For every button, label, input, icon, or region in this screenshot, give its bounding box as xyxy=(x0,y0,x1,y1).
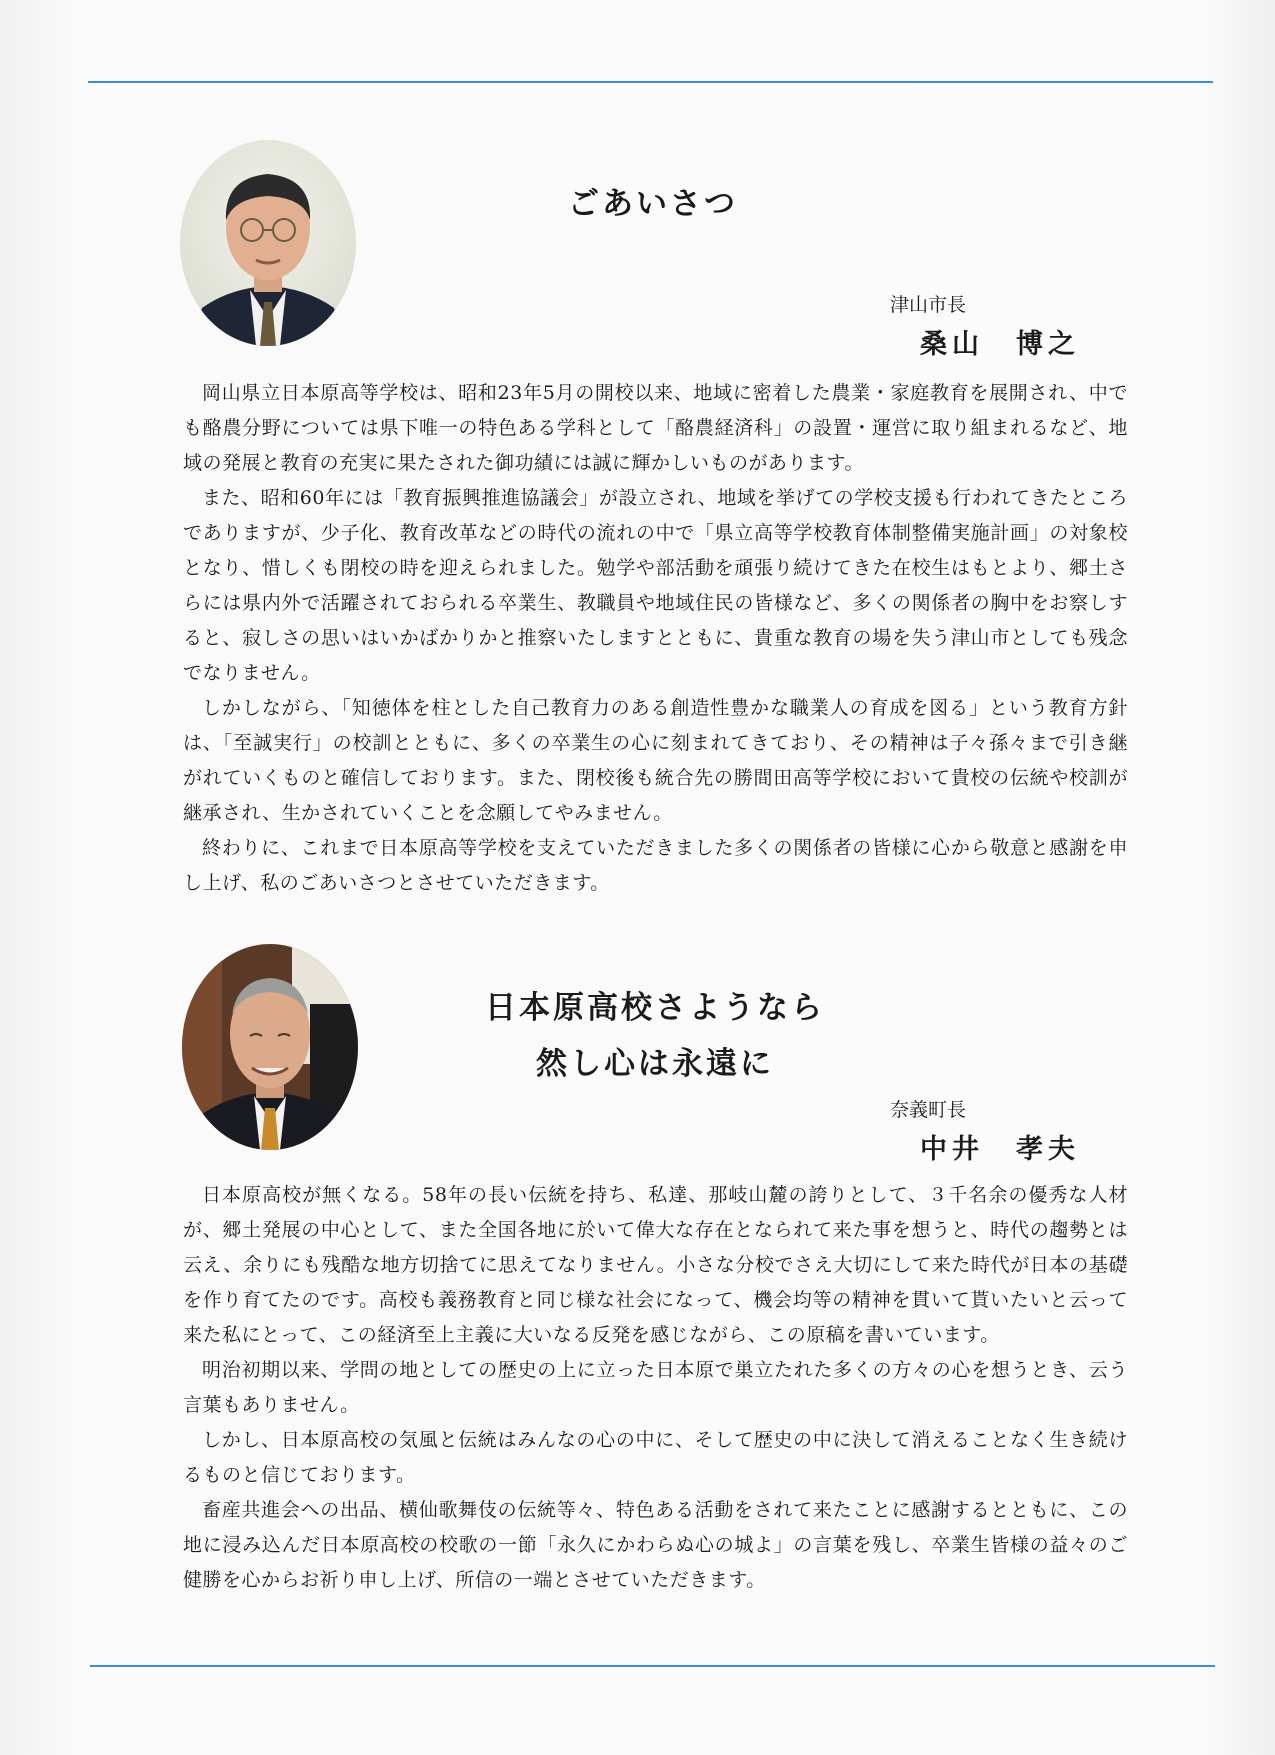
section1-author-name: 桑山 博之 xyxy=(920,329,1080,360)
section1-paragraph: 終わりに、これまで日本原高等学校を支えていただきました多くの関係者の皆様に心から敬意と感謝を申し上げ、私のごあいさつとさせていただきます。 xyxy=(183,837,1128,894)
bottom-divider xyxy=(90,1665,1215,1667)
section1-paragraph: しかしながら、「知徳体を柱とした自己教育力のある創造性豊かな職業人の育成を図る」という教育方針は、「至誠実行」の校訓とともに、多くの卒業生の心に刻まれてきており、その精神は子々孫々まで引き継がれていくものと確信しております。また、閉校後も統合先の勝間田高等学校において貴校の伝統や校訓が継承され、生かされていくことを念願してやみません。 xyxy=(183,697,1128,824)
section1-paragraph: 岡山県立日本原高等学校は、昭和23年5月の開校以来、地域に密着した農業・家庭教育を展開され、中でも酪農分野については県下唯一の特色ある学科として「酪農経済科」の設置・運営に取り組まれるなど、地域の発展と教育の充実に果たされた御功績には誠に輝かしいものがあります。 xyxy=(183,382,1128,474)
section2-paragraph: 明治初期以来、学問の地としての歴史の上に立った日本原で巣立たれた多くの方々の心を想うとき、云う言葉もありません。 xyxy=(183,1359,1128,1416)
portrait-mayor-tsuyama xyxy=(180,140,356,346)
section1-author-role: 津山市長 xyxy=(890,294,967,316)
section1-paragraph: また、昭和60年には「教育振興推進協議会」が設立され、地域を挙げての学校支援も行われてきたところでありますが、少子化、教育改革などの時代の流れの中で「県立高等学校教育体制整備実施計画」の対象校となり、惜しくも閉校の時を迎えられました。勉学や部活動を頑張り続けてきた在校生はもとより、郷土さらには県内外で活躍されておられる卒業生、教職員や地域住民の皆様など、多くの関係者の胸中をお察しすると、寂しさの思いはいかばかりかと推察いたしますとともに、貴重な教育の場を失う津山市としても残念でなりません。 xyxy=(183,487,1128,684)
section2-title-line1: 日本原高校さようなら xyxy=(485,990,825,1026)
section2-paragraph: しかし、日本原高校の気風と伝統はみんなの心の中に、そして歴史の中に決して消えることなく生き続けるものと信じております。 xyxy=(183,1429,1128,1486)
section2-body xyxy=(183,1178,1128,1598)
portrait-mayor-nagi xyxy=(182,944,358,1150)
section2-title-line2: 然し心は永遠に xyxy=(536,1046,774,1082)
section2-author-role: 奈義町長 xyxy=(890,1099,967,1121)
section2-paragraph: 日本原高校が無くなる。58年の長い伝統を持ち、私達、那岐山麓の誇りとして、３千名余の優秀な人材が、郷土発展の中心として、また全国各地に於いて偉大な存在となられて来た事を想うと、時代の趨勢とは云え、余りにも残酷な地方切捨てに思えてなりません。小さな分校でさえ大切にして来た時代が日本の基礎を作り育てたのです。高校も義務教育と同じ様な社会になって、機会均等の精神を貫いて貰いたいと云って来た私にとって、この経済至上主義に大いなる反発を感じながら、この原稿を書いています。 xyxy=(183,1184,1128,1346)
top-divider xyxy=(88,81,1213,83)
section2-author-name: 中井 孝夫 xyxy=(920,1134,1080,1165)
section1-title: ごあいさつ xyxy=(568,186,738,222)
section1-body xyxy=(183,376,1128,901)
section2-paragraph: 畜産共進会への出品、横仙歌舞伎の伝統等々、特色ある活動をされて来たことに感謝するとともに、この地に浸み込んだ日本原高校の校歌の一節「永久にかわらぬ心の城よ」の言葉を残し、卒業生皆様の益々のご健勝を心からお祈り申し上げ、所信の一端とさせていただきます。 xyxy=(183,1499,1128,1591)
